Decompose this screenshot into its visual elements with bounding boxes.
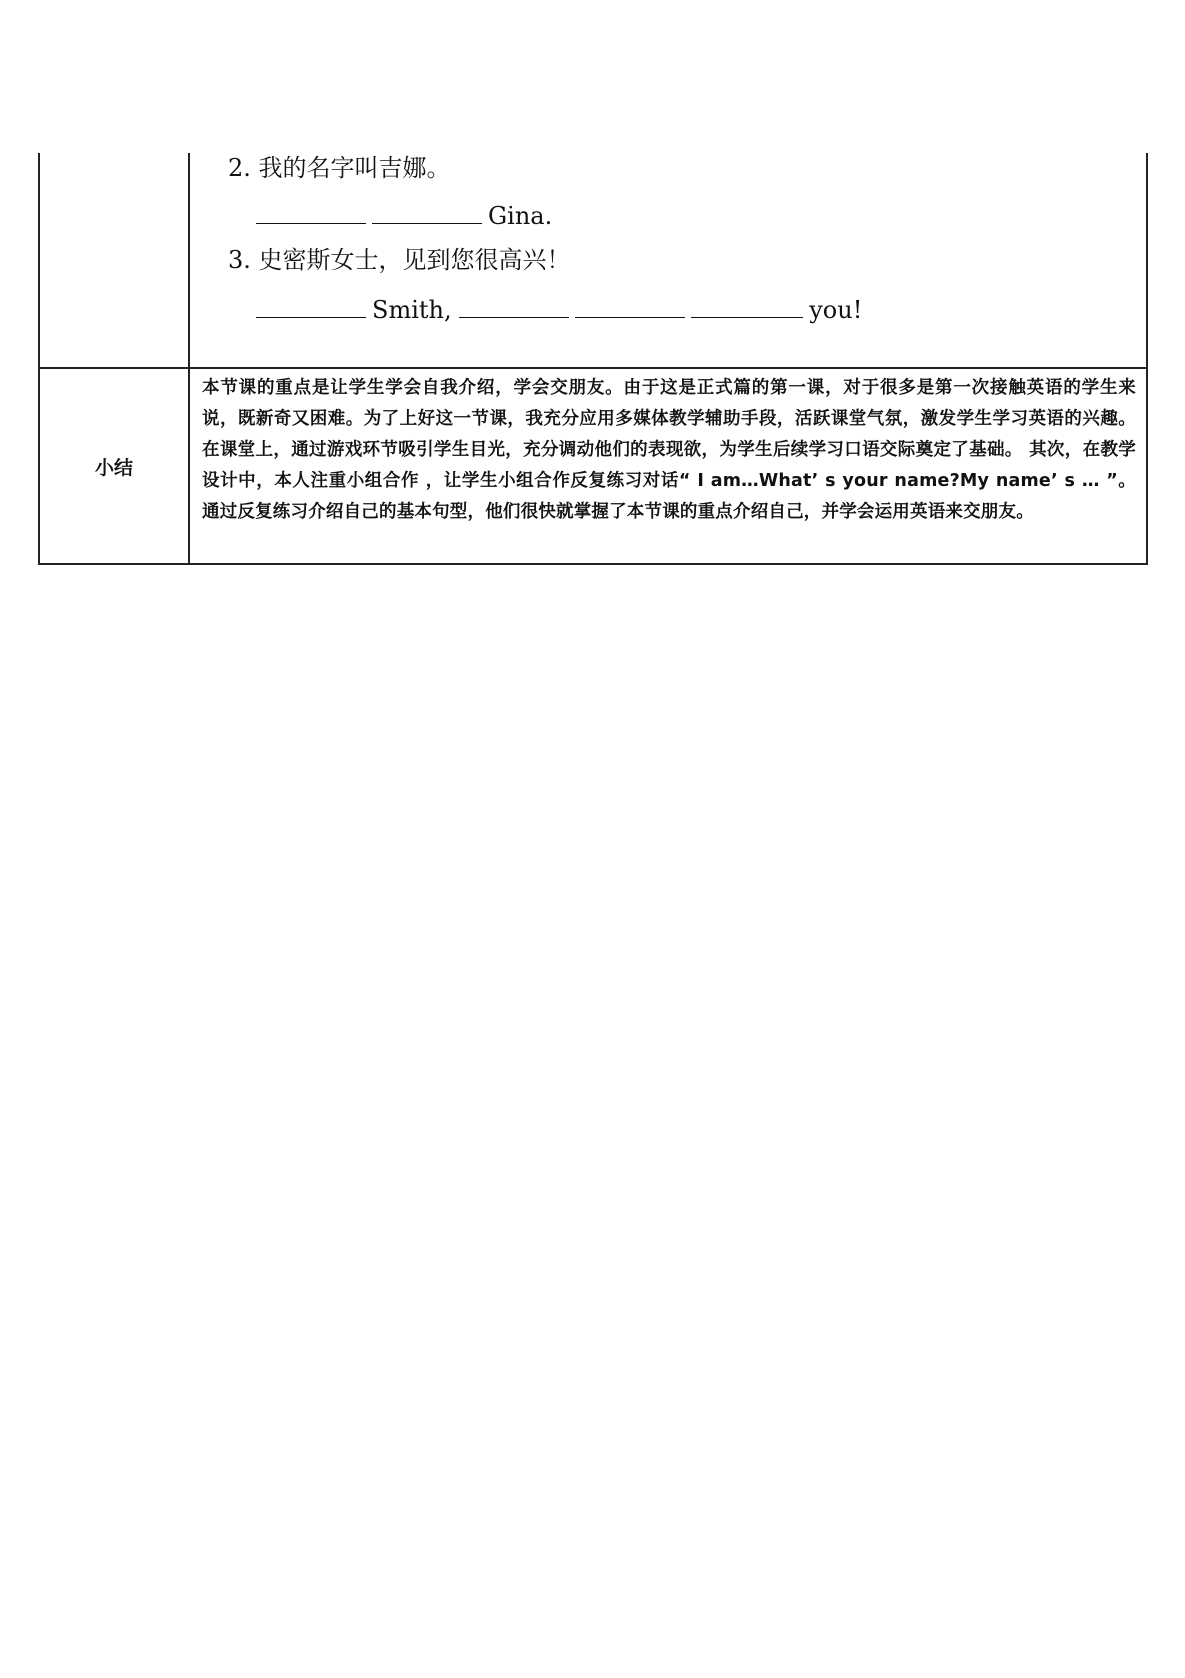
answer-mid-text: Smith, — [372, 296, 452, 324]
answer-tail-text: you! — [809, 296, 863, 324]
exercise-cell — [189, 153, 1147, 368]
exercise-label-cell — [39, 153, 189, 368]
summary-cell — [189, 368, 1147, 564]
answer-blank[interactable] — [372, 199, 482, 224]
summary-row — [39, 368, 1147, 564]
question-2-answer-line — [256, 199, 552, 231]
answer-blank[interactable] — [691, 293, 803, 318]
answer-blank[interactable] — [459, 293, 569, 318]
answer-blank[interactable] — [256, 293, 366, 318]
question-2-prompt: 2. 我的名字叫吉娜。 — [228, 154, 451, 182]
question-3-answer-line — [256, 293, 862, 325]
summary-text: 本节课的重点是让学生学会自我介绍，学会交朋友。由于这是正式篇的第一课，对于很多是第一次接触英语的学生来说，既新奇又困难。为了上好这一节课，我充分应用多媒体教学辅助手段，活跃课堂气氛，激发学生学习英语的兴趣。在课堂上，通过游戏环节吸引学生目光，充分调动他们的表现欲，为学生后续学习口语交际奠定了基础。 其次，在教学设计中，本人注重小组合作 ，让学生小组合作反复练习对话“ I am…What’ s your name?My name’ s … ”。通过反复练习介绍自己的基本句型，他们很快就掌握了本节课的重点介绍自己，并学会运用英语来交朋友。 — [202, 378, 1136, 522]
lesson-plan-table — [38, 153, 1148, 565]
answer-blank[interactable] — [256, 199, 366, 224]
answer-blank[interactable] — [575, 293, 685, 318]
question-3-prompt: 3. 史密斯女士，见到您很高兴！ — [228, 246, 571, 274]
answer-tail-text: Gina. — [488, 202, 553, 230]
exercise-row — [39, 153, 1147, 368]
summary-label: 小结 — [39, 368, 189, 564]
